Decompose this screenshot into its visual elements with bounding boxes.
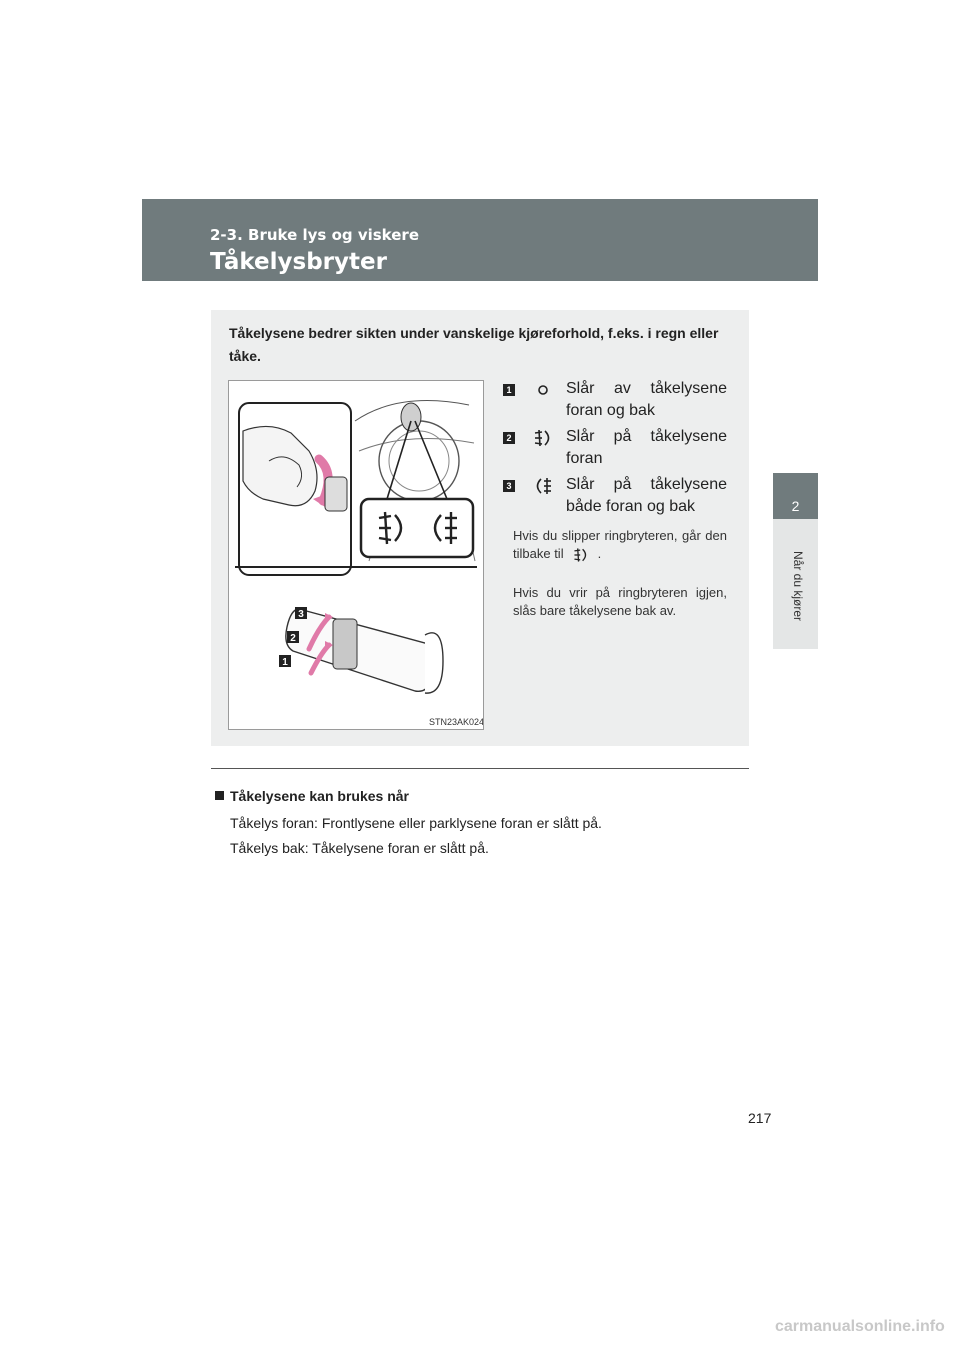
bullet-square-icon <box>215 791 224 800</box>
rear-fog-icon <box>531 475 555 497</box>
callout-1: 1 <box>282 657 288 668</box>
item-number: 3 <box>503 480 515 492</box>
chapter-tab-number: 2 <box>773 473 818 519</box>
chapter-header <box>142 199 818 281</box>
item-text: Slår av tåkelysene foran og bak <box>566 380 727 419</box>
fog-off-icon <box>531 379 555 401</box>
item-text: Slår på tåkelysene foran <box>566 428 727 467</box>
figure-code: STN23AK024 <box>429 717 483 727</box>
callout-3: 3 <box>298 609 304 620</box>
condition-front: Tåkelys foran: Frontlysene eller parklysene foran er slått på. <box>230 815 602 831</box>
chapter-tab-label-text: Når du kjører <box>791 551 805 622</box>
item-number: 2 <box>503 432 515 444</box>
fog-switch-illustration <box>228 380 484 730</box>
conditions-heading <box>215 788 409 804</box>
note-release-text: Hvis du slipper ringbryteren, går den tilbake til <box>513 528 727 561</box>
chapter-tab-label <box>773 519 818 649</box>
intro-text: Tåkelysene bedrer sikten under vanskelige kjøreforhold, f.eks. i regn eller tåke. <box>229 325 719 364</box>
section-title: 2-3. Bruke lys og viskere <box>210 226 419 244</box>
divider <box>211 768 749 769</box>
callout-2: 2 <box>290 633 296 644</box>
watermark: carmanualsonline.info <box>775 1318 945 1335</box>
front-fog-icon <box>570 546 592 564</box>
item-rear-fog <box>503 472 727 520</box>
condition-rear: Tåkelys bak: Tåkelysene foran er slått på. <box>230 840 489 856</box>
item-text: Slår på tåkelysene både foran og bak <box>566 476 727 515</box>
conditions-heading-text: Tåkelysene kan brukes når <box>230 788 409 804</box>
note-release-end: . <box>597 546 602 561</box>
item-front-fog <box>503 424 727 472</box>
illustration-drawing <box>229 381 483 729</box>
page-number: 217 <box>748 1110 772 1126</box>
item-fog-off <box>503 376 727 424</box>
item-list <box>503 376 727 520</box>
front-fog-icon <box>531 427 555 449</box>
item-number: 1 <box>503 384 515 396</box>
note-release <box>513 527 727 564</box>
note-turn-again: Hvis du vrir på ringbryteren igjen, slås bare tåkelysene bak av. <box>513 585 727 618</box>
page-title: Tåkelysbryter <box>210 249 387 275</box>
